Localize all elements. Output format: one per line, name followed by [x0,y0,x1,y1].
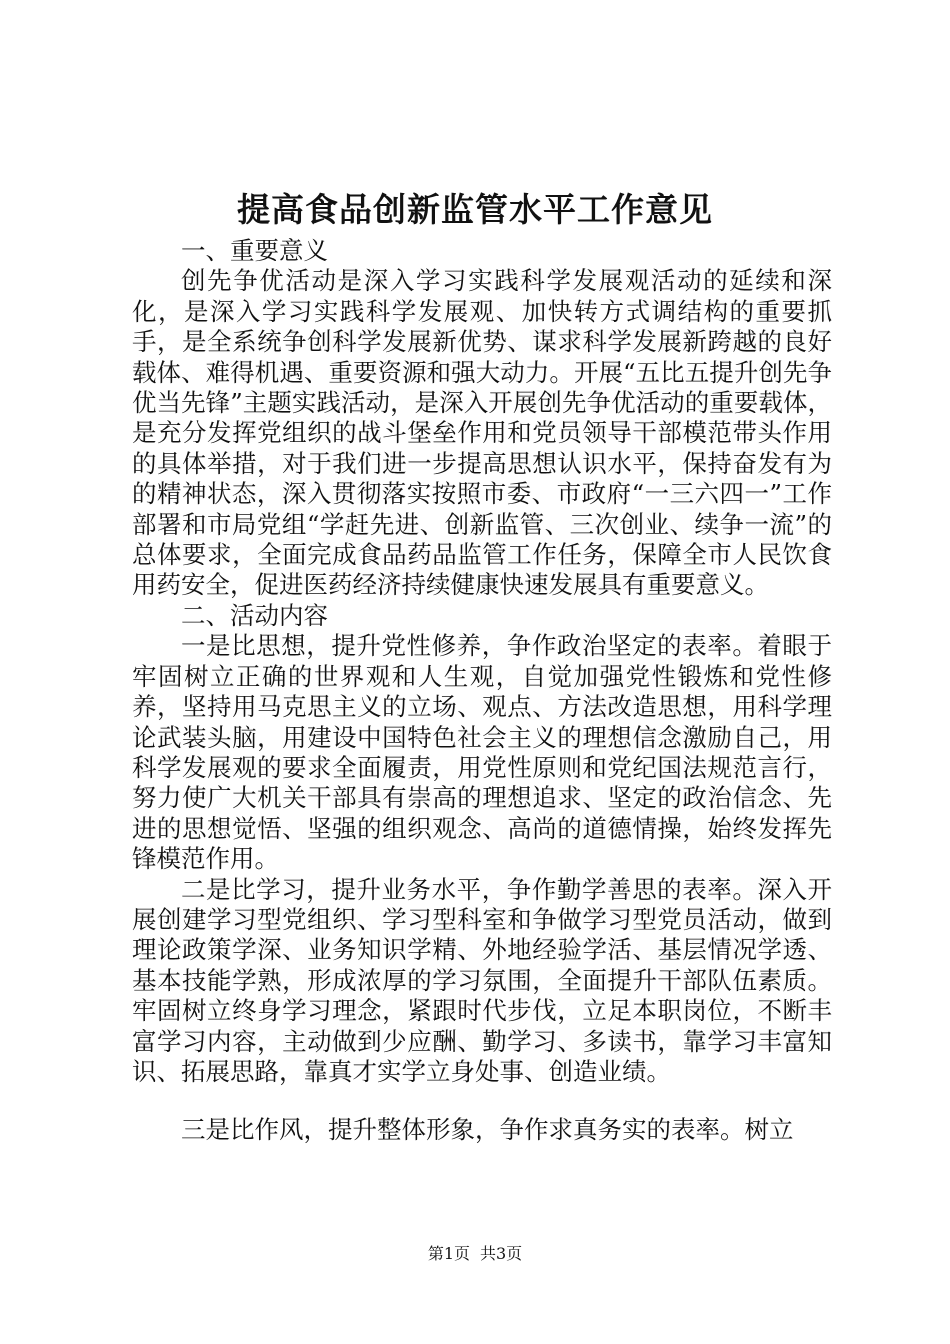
section-heading-significance: 一、重要意义 [181,236,328,265]
paragraph-compare-style: 三是比作风，提升整体形象，争作求真务实的表率。树立 [181,1115,794,1145]
page-number: 第1页 [427,1244,470,1263]
document-body [132,236,832,1146]
paragraph-significance: 创先争优活动是深入学习实践科学发展观活动的延续和深化，是深入学习实践科学发展观、加快转方式调结构的重要抓手，是全系统争创科学发展新优势、谋求科学发展新跨越的良好载体、难得机遇、重要资源和强大动力。开展“五比五提升创先争优当先锋”主题实践活动，是深入开展创先争优活动的重要载体，是充分发挥党组织的战斗堡垒作用和党员领导干部模范带头作用的具体举措，对于我们进一步提高思想认识水平，保持奋发有为的精神状态，深入贯彻落实按照市委、市政府“一三六四一”工作部署和市局党组“学赶先进、创新监管、三次创业、续争一流”的总体要求，全面完成食品药品监管工作任务，保障全市人民饮食用药安全，促进医药经济持续健康快速发展具有重要意义。 [132,266,832,600]
paragraph-compare-study: 二是比学习，提升业务水平，争作勤学善思的表率。深入开展创建学习型党组织、学习型科室和争做学习型党员活动，做到理论政策学深、业务知识学精、外地经验学活、基层情况学透、基本技能学熟，形成浓厚的学习氛围，全面提升干部队伍素质。牢固树立终身学习理念，紧跟时代步伐，立足本职岗位，不断丰富学习内容，主动做到少应酬、勤学习、多读书，靠学习丰富知识、拓展思路，靠真才实学立身处事、创造业绩。 [132,874,832,1086]
document-title: 提高食品创新监管水平工作意见 [237,190,713,229]
paragraph-compare-thought: 一是比思想，提升党性修养，争作政治坚定的表率。着眼于牢固树立正确的世界观和人生观，自觉加强党性锻炼和党性修养，坚持用马克思主义的立场、观点、方法改造思想，用科学理论武装头脑，用建设中国特色社会主义的理想信念激励自己，用科学发展观的要求全面履责，用党性原则和党纪国法规范言行，努力使广大机关干部具有崇高的理想追求、坚定的政治信念、先进的思想觉悟、坚强的组织观念、高尚的道德情操，始终发挥先锋模范作用。 [132,631,832,874]
page-total: 共3页 [480,1244,523,1263]
page-footer [0,1243,950,1265]
section-heading-activities: 二、活动内容 [181,600,328,630]
